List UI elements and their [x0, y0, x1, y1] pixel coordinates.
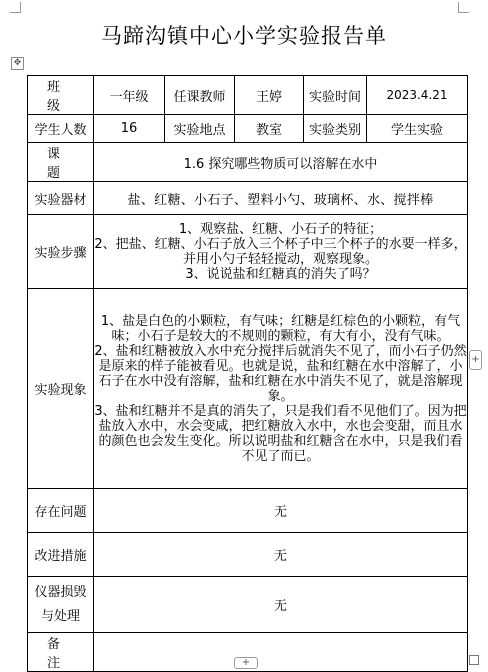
- table-move-icon[interactable]: ✥: [11, 57, 24, 70]
- document-title: 马蹄沟镇中心小学实验报告单: [101, 24, 387, 48]
- damage-label-line: 仪器损毁: [34, 584, 87, 600]
- improvements-value[interactable]: 无: [94, 533, 468, 577]
- phenomenon-item: 2、盐和红糖被放入水中充分搅拌后就消失不见了，而小石子仍然是原来的样子能被看见。也就是说，盐和红糖在水中溶解了，小石子在水中没有溶解，盐和红糖在水中消失不见了，就是溶解现象。: [94, 343, 467, 404]
- page-corner-mark-top-right: [458, 2, 469, 13]
- class-value[interactable]: 一年级: [94, 76, 165, 115]
- table-row: [28, 215, 468, 289]
- damage-label-line: 与处理: [40, 608, 80, 624]
- equipment-value[interactable]: 盐、红糖、小石子、塑料小勺、玻璃杯、水、搅拌棒: [94, 182, 468, 215]
- category-label: 实验类别: [304, 115, 367, 143]
- step-item: 1、观察盐、红糖、小石子的特征；: [178, 221, 383, 237]
- students-label: 学生人数: [28, 115, 94, 143]
- teacher-label: 任课教师: [165, 76, 235, 115]
- phenomenon-item: 3、盐和红糖并不是真的消失了，只是我们看不见他们了。因为把盐放入水中，水会变咸，把红糖放入水中，水也会变甜，而且水的颜色也会发生变化。所以说明盐和红糖含在水中，只是我们看不见了而已。: [94, 403, 467, 464]
- damage-value[interactable]: 无: [94, 577, 468, 633]
- problems-label: 存在问题: [28, 489, 94, 533]
- phenomenon-label: 实验现象: [28, 289, 94, 489]
- time-label: 实验时间: [304, 76, 367, 115]
- class-label: 班 级: [28, 76, 94, 115]
- add-row-icon[interactable]: +: [234, 657, 258, 669]
- phenomenon-item: 1、盐是白色的小颗粒，有气味；红糖是红棕色的小颗粒，有气味；小石子是较大的不规则的颗粒，有大有小，没有气味。: [100, 313, 461, 344]
- page-corner-mark-top-left: [10, 2, 21, 13]
- topic-value[interactable]: 1.6 探究哪些物质可以溶解在水中: [94, 143, 468, 182]
- table-resize-handle[interactable]: [469, 655, 479, 665]
- problems-value[interactable]: 无: [94, 489, 468, 533]
- table-row: [28, 143, 468, 182]
- students-value[interactable]: 16: [94, 115, 165, 143]
- step-item: 3、说说盐和红糖真的消失了吗？: [185, 266, 376, 282]
- improvements-label: 改进措施: [28, 533, 94, 577]
- table-row: [28, 182, 468, 215]
- damage-label: [28, 577, 94, 633]
- teacher-value[interactable]: 王婷: [235, 76, 304, 115]
- topic-label: 课 题: [28, 143, 94, 182]
- table-row: [28, 533, 468, 577]
- step-item: 2、把盐、红糖、小石子放入三个杯子中三个杯子的水要一样多，并用小勺子轻轻搅动，观察现象。: [94, 236, 467, 267]
- time-value[interactable]: 2023.4.21: [367, 76, 468, 115]
- table-row: [28, 289, 468, 489]
- add-column-icon[interactable]: +: [469, 350, 482, 370]
- phenomenon-value[interactable]: [94, 289, 468, 489]
- category-value[interactable]: 学生实验: [367, 115, 468, 143]
- table-row: [28, 76, 468, 115]
- remarks-label: 备 注: [28, 633, 94, 672]
- table-row: [28, 115, 468, 143]
- remarks-value[interactable]: [94, 633, 468, 672]
- report-table: [27, 75, 468, 672]
- table-row: [28, 489, 468, 533]
- table-row: [28, 577, 468, 633]
- place-value[interactable]: 教室: [235, 115, 304, 143]
- steps-label: 实验步骤: [28, 215, 94, 289]
- equipment-label: 实验器材: [28, 182, 94, 215]
- place-label: 实验地点: [165, 115, 235, 143]
- steps-value[interactable]: [94, 215, 468, 289]
